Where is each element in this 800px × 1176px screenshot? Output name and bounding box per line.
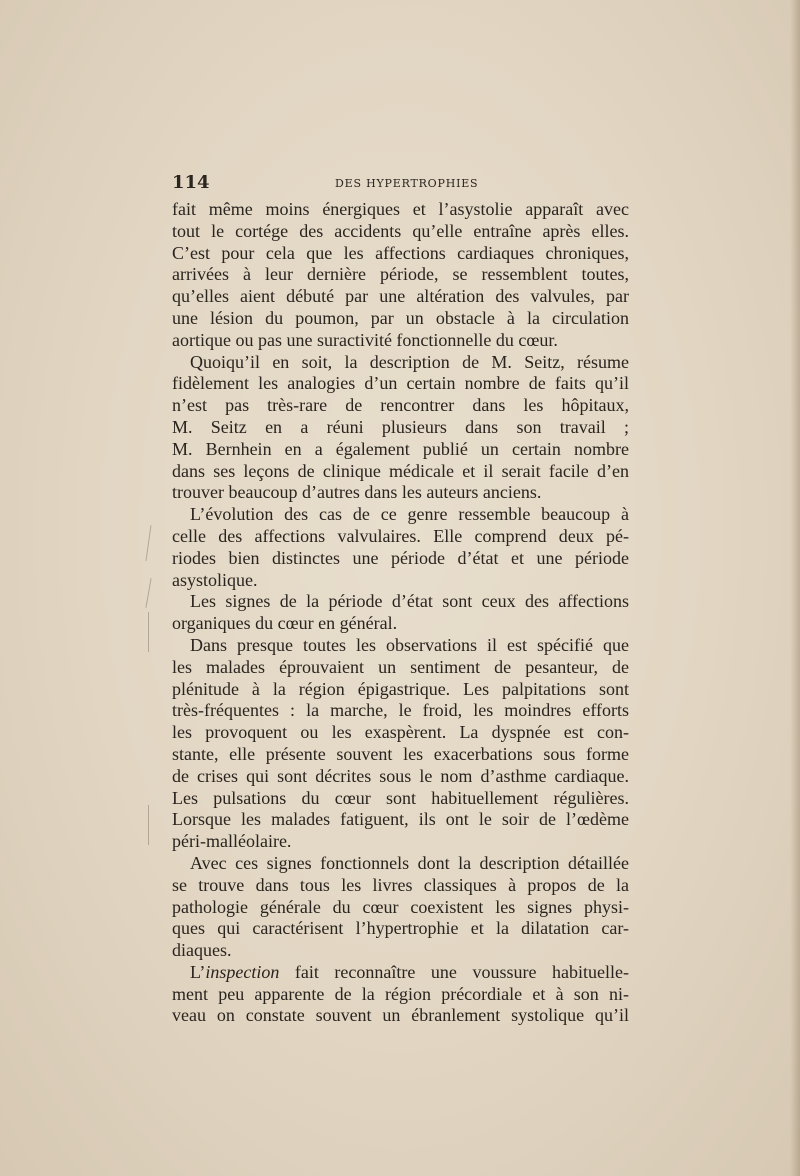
text-line: celle des affections valvulaires. Elle comprend deux pé-: [172, 525, 629, 546]
text-line: fidèlement les analogies d’un certain nombre de faits qu’il: [172, 373, 629, 394]
text-line: riodes bien distinctes une période d’état et une période: [172, 547, 629, 568]
page-number: 114: [172, 172, 210, 193]
text-line: dans ses leçons de clinique médicale et il serait facile d’en: [172, 460, 629, 481]
text-line: Quoiqu’il en soit, la description de M. Seitz, résume: [190, 351, 629, 372]
running-title: DES HYPERTROPHIES: [335, 177, 479, 190]
line-prefix: L’: [190, 961, 206, 982]
text-line: ques qui caractérisent l’hypertrophie et la dilatation car-: [172, 918, 629, 939]
text-line: de crises qui sont décrites sous le nom d’asthme cardiaque.: [172, 765, 629, 786]
text-line: Dans presque toutes les observations il est spécifié que: [190, 634, 629, 655]
text-line: se trouve dans tous les livres classiques à propos de la: [172, 874, 629, 895]
text-line: organiques du cœur en général.: [172, 613, 398, 634]
text-line: diaques.: [172, 940, 232, 961]
text-line: tout le cortége des accidents qu’elle entraîne après elles.: [172, 220, 629, 241]
text-line: plénitude à la région épigastrique. Les palpitations sont: [172, 678, 629, 699]
text-line: les malades éprouvaient un sentiment de pesanteur, de: [172, 656, 629, 677]
text-line: Les pulsations du cœur sont habituellement régulières.: [172, 787, 629, 808]
text-line: stante, elle présente souvent les exacerbations sous forme: [172, 743, 629, 764]
margin-pencil-mark: [145, 525, 151, 561]
text-line: [172, 962, 629, 984]
text-line: Avec ces signes fonctionnels dont la description détaillée: [190, 852, 629, 873]
text-line: asystolique.: [172, 569, 258, 590]
text-line: une lésion du poumon, par un obstacle à la circulation: [172, 307, 629, 328]
body-text: [172, 199, 629, 1027]
text-line: veau on constate souvent un ébranlement systolique qu’il: [172, 1005, 629, 1026]
page-header: [172, 172, 629, 194]
text-line: les provoquent ou les exaspèrent. La dyspnée est con-: [172, 722, 629, 743]
margin-pencil-mark: [148, 612, 149, 652]
text-line: fait même moins énergiques et l’asystolie apparaît avec: [172, 199, 629, 219]
text-line: Les signes de la période d’état sont ceux des affections: [190, 591, 629, 612]
text-line: pathologie générale du cœur coexistent les signes physi-: [172, 896, 629, 917]
text-line: L’évolution des cas de ce genre ressemble beaucoup à: [190, 504, 629, 525]
text-line: M. Seitz en a réuni plusieurs dans son travail ;: [172, 416, 629, 437]
italic-term: inspection: [205, 961, 280, 982]
margin-pencil-mark: [148, 805, 149, 845]
text-line: très-fréquentes : la marche, le froid, les moindres efforts: [172, 700, 629, 721]
page-edge-shadow: [790, 0, 800, 1176]
margin-pencil-mark: [145, 578, 151, 608]
line-suffix: fait reconnaître une voussure habituelle-: [279, 961, 629, 982]
text-line: aortique ou pas une suractivité fonctionnelle du cœur.: [172, 329, 558, 350]
text-line: péri-malléolaire.: [172, 831, 292, 852]
text-line: n’est pas très-rare de rencontrer dans les hôpitaux,: [172, 395, 629, 416]
text-line: ment peu apparente de la région précordiale et à son ni-: [172, 983, 629, 1004]
text-line: arrivées à leur dernière période, se ressemblent toutes,: [172, 264, 629, 285]
text-line: trouver beaucoup d’autres dans les auteurs anciens.: [172, 482, 542, 503]
text-line: Lorsque les malades fatiguent, ils ont le soir de l’œdème: [172, 809, 629, 830]
text-line: qu’elles aient débuté par une altération des valvules, par: [172, 286, 629, 307]
text-line: C’est pour cela que les affections cardiaques chroniques,: [172, 242, 629, 263]
text-line: M. Bernhein en a également publié un certain nombre: [172, 438, 629, 459]
